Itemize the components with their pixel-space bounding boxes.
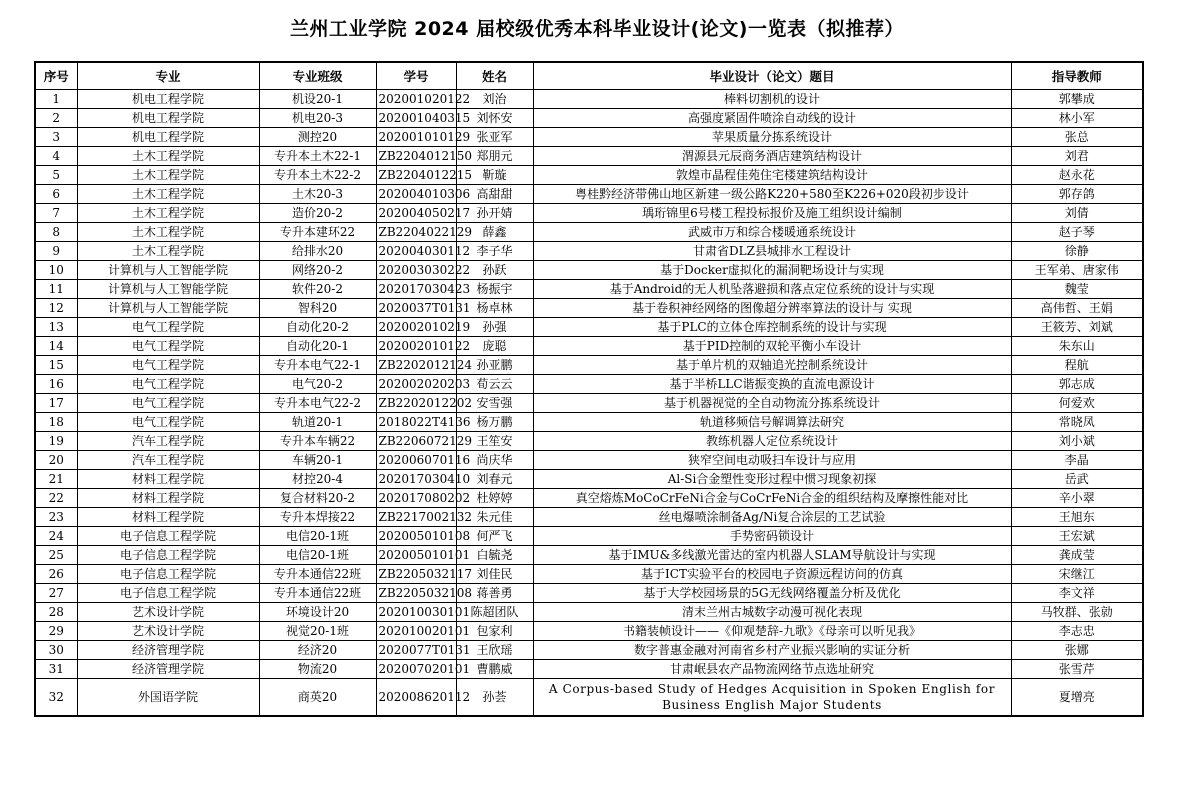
cell-student-id: 202008620112 bbox=[376, 679, 456, 717]
cell-advisor: 林小军 bbox=[1011, 109, 1143, 128]
cell-student-id: 202002010122 bbox=[376, 337, 456, 356]
cell-school: 电气工程学院 bbox=[77, 356, 259, 375]
cell-name: 孙荟 bbox=[456, 679, 533, 717]
cell-topic: 书籍装帧设计——《仰观楚辞-九歌》《母亲可以听见我》 bbox=[533, 622, 1011, 641]
table-row bbox=[35, 394, 1143, 413]
cell-topic: 基于ICT实验平台的校园电子资源远程访问的仿真 bbox=[533, 565, 1011, 584]
cell-name: 李子华 bbox=[456, 242, 533, 261]
cell-topic: 基于PID控制的双轮平衡小车设计 bbox=[533, 337, 1011, 356]
table-row bbox=[35, 242, 1143, 261]
cell-class: 商英20 bbox=[259, 679, 376, 717]
cell-advisor: 徐静 bbox=[1011, 242, 1143, 261]
cell-index: 18 bbox=[35, 413, 77, 432]
cell-index: 1 bbox=[35, 90, 77, 109]
table-row bbox=[35, 109, 1143, 128]
cell-index: 17 bbox=[35, 394, 77, 413]
cell-class: 专升本土木22-2 bbox=[259, 166, 376, 185]
cell-class: 自动化20-2 bbox=[259, 318, 376, 337]
cell-student-id: 202005010101 bbox=[376, 546, 456, 565]
cell-advisor: 赵子琴 bbox=[1011, 223, 1143, 242]
cell-school: 土木工程学院 bbox=[77, 166, 259, 185]
cell-advisor: 李文祥 bbox=[1011, 584, 1143, 603]
cell-student-id: 202002010219 bbox=[376, 318, 456, 337]
cell-student-id: ZB2205032108 bbox=[376, 584, 456, 603]
cell-school: 汽车工程学院 bbox=[77, 451, 259, 470]
cell-topic: 真空熔炼MoCoCrFeNi合金与CoCrFeNi合金的组织结构及摩擦性能对比 bbox=[533, 489, 1011, 508]
cell-class: 专升本电气22-1 bbox=[259, 356, 376, 375]
cell-index: 11 bbox=[35, 280, 77, 299]
cell-name: 尚庆华 bbox=[456, 451, 533, 470]
cell-student-id: 202003030222 bbox=[376, 261, 456, 280]
cell-student-id: 202010020101 bbox=[376, 622, 456, 641]
cell-school: 电子信息工程学院 bbox=[77, 546, 259, 565]
table-row bbox=[35, 356, 1143, 375]
cell-student-id: 202001010129 bbox=[376, 128, 456, 147]
cell-name: 刘春元 bbox=[456, 470, 533, 489]
cell-advisor: 郭攀成 bbox=[1011, 90, 1143, 109]
cell-index: 7 bbox=[35, 204, 77, 223]
cell-topic: 丝电爆喷涂制备Ag/Ni复合涂层的工艺试验 bbox=[533, 508, 1011, 527]
cell-school: 电子信息工程学院 bbox=[77, 527, 259, 546]
cell-name: 孙强 bbox=[456, 318, 533, 337]
cell-class: 智科20 bbox=[259, 299, 376, 318]
cell-advisor: 龚成莹 bbox=[1011, 546, 1143, 565]
cell-topic: 基于半桥LLC谐振变换的直流电源设计 bbox=[533, 375, 1011, 394]
cell-student-id: 202007020101 bbox=[376, 660, 456, 679]
cell-index: 20 bbox=[35, 451, 77, 470]
cell-class: 视觉20-1班 bbox=[259, 622, 376, 641]
cell-student-id: 202004050217 bbox=[376, 204, 456, 223]
cell-topic: 高强度紧固件喷涂自动线的设计 bbox=[533, 109, 1011, 128]
cell-advisor: 张娜 bbox=[1011, 641, 1143, 660]
cell-name: 蒋善勇 bbox=[456, 584, 533, 603]
cell-school: 经济管理学院 bbox=[77, 660, 259, 679]
cell-class: 专升本建环22 bbox=[259, 223, 376, 242]
cell-name: 白毓尧 bbox=[456, 546, 533, 565]
cell-topic: 教练机器人定位系统设计 bbox=[533, 432, 1011, 451]
cell-index: 31 bbox=[35, 660, 77, 679]
cell-student-id: ZB2217002132 bbox=[376, 508, 456, 527]
cell-student-id: ZB2206072129 bbox=[376, 432, 456, 451]
cell-class: 环境设计20 bbox=[259, 603, 376, 622]
cell-student-id: 2018022T4136 bbox=[376, 413, 456, 432]
cell-advisor: 夏增亮 bbox=[1011, 679, 1143, 717]
table-row bbox=[35, 223, 1143, 242]
cell-name: 杨万鹏 bbox=[456, 413, 533, 432]
cell-topic: Al-Si合金塑性变形过程中惯习现象初探 bbox=[533, 470, 1011, 489]
cell-student-id: 2020037T0131 bbox=[376, 299, 456, 318]
cell-topic: 轨道移频信号解调算法研究 bbox=[533, 413, 1011, 432]
cell-advisor: 何爱欢 bbox=[1011, 394, 1143, 413]
cell-class: 自动化20-1 bbox=[259, 337, 376, 356]
cell-class: 网络20-2 bbox=[259, 261, 376, 280]
table-row bbox=[35, 432, 1143, 451]
cell-topic: 棒料切割机的设计 bbox=[533, 90, 1011, 109]
cell-index: 6 bbox=[35, 185, 77, 204]
cell-student-id: 202017030410 bbox=[376, 470, 456, 489]
cell-index: 13 bbox=[35, 318, 77, 337]
table-row bbox=[35, 584, 1143, 603]
cell-name: 杨振宇 bbox=[456, 280, 533, 299]
table-row bbox=[35, 204, 1143, 223]
table-row bbox=[35, 622, 1143, 641]
table-row bbox=[35, 128, 1143, 147]
cell-school: 电子信息工程学院 bbox=[77, 565, 259, 584]
cell-name: 朱元佳 bbox=[456, 508, 533, 527]
cell-student-id: 202017030423 bbox=[376, 280, 456, 299]
cell-class: 材控20-4 bbox=[259, 470, 376, 489]
cell-index: 32 bbox=[35, 679, 77, 717]
cell-student-id: 202001020122 bbox=[376, 90, 456, 109]
header-topic: 毕业设计（论文）题目 bbox=[533, 62, 1011, 90]
cell-school: 材料工程学院 bbox=[77, 489, 259, 508]
cell-student-id: 202001040315 bbox=[376, 109, 456, 128]
cell-class: 土木20-3 bbox=[259, 185, 376, 204]
cell-topic: 手势密码锁设计 bbox=[533, 527, 1011, 546]
cell-topic: 渭源县元辰商务酒店建筑结构设计 bbox=[533, 147, 1011, 166]
cell-index: 14 bbox=[35, 337, 77, 356]
cell-advisor: 赵永花 bbox=[1011, 166, 1143, 185]
cell-index: 5 bbox=[35, 166, 77, 185]
cell-advisor: 王旭东 bbox=[1011, 508, 1143, 527]
table-row bbox=[35, 147, 1143, 166]
cell-advisor: 刘倩 bbox=[1011, 204, 1143, 223]
cell-index: 3 bbox=[35, 128, 77, 147]
cell-class: 造价20-2 bbox=[259, 204, 376, 223]
cell-school: 汽车工程学院 bbox=[77, 432, 259, 451]
cell-class: 专升本通信22班 bbox=[259, 565, 376, 584]
cell-advisor: 王宏斌 bbox=[1011, 527, 1143, 546]
cell-class: 专升本车辆22 bbox=[259, 432, 376, 451]
cell-class: 轨道20-1 bbox=[259, 413, 376, 432]
cell-index: 9 bbox=[35, 242, 77, 261]
cell-name: 高甜甜 bbox=[456, 185, 533, 204]
cell-school: 艺术设计学院 bbox=[77, 603, 259, 622]
cell-name: 刘佳民 bbox=[456, 565, 533, 584]
table-row bbox=[35, 660, 1143, 679]
table-header-row bbox=[35, 62, 1143, 90]
cell-school: 土木工程学院 bbox=[77, 223, 259, 242]
cell-class: 电气20-2 bbox=[259, 375, 376, 394]
cell-name: 刘怀安 bbox=[456, 109, 533, 128]
cell-name: 王笙安 bbox=[456, 432, 533, 451]
recommendation-table bbox=[34, 61, 1144, 717]
cell-class: 复合材料20-2 bbox=[259, 489, 376, 508]
table-row bbox=[35, 318, 1143, 337]
cell-topic: 狭窄空间电动吸扫车设计与应用 bbox=[533, 451, 1011, 470]
cell-class: 车辆20-1 bbox=[259, 451, 376, 470]
cell-school: 电气工程学院 bbox=[77, 394, 259, 413]
cell-topic: 武威市万和综合楼暖通系统设计 bbox=[533, 223, 1011, 242]
table-row bbox=[35, 546, 1143, 565]
cell-index: 21 bbox=[35, 470, 77, 489]
table-body bbox=[35, 90, 1143, 717]
cell-student-id: 2020077T0131 bbox=[376, 641, 456, 660]
cell-school: 机电工程学院 bbox=[77, 128, 259, 147]
cell-topic: 粤桂黔经济带佛山地区新建一级公路K220+580至K226+020段初步设计 bbox=[533, 185, 1011, 204]
cell-advisor: 刘小斌 bbox=[1011, 432, 1143, 451]
cell-topic: 敦煌市晶程佳苑住宅楼建筑结构设计 bbox=[533, 166, 1011, 185]
cell-school: 土木工程学院 bbox=[77, 147, 259, 166]
cell-student-id: 202006070116 bbox=[376, 451, 456, 470]
cell-name: 庞聪 bbox=[456, 337, 533, 356]
cell-advisor: 岳武 bbox=[1011, 470, 1143, 489]
cell-student-id: 202010030101 bbox=[376, 603, 456, 622]
table-row bbox=[35, 679, 1143, 717]
cell-name: 包家利 bbox=[456, 622, 533, 641]
cell-topic: 瑀珩锦里6号楼工程投标报价及施工组织设计编制 bbox=[533, 204, 1011, 223]
table-row bbox=[35, 508, 1143, 527]
cell-name: 王欣瑶 bbox=[456, 641, 533, 660]
cell-student-id: ZB2204012215 bbox=[376, 166, 456, 185]
cell-topic: A Corpus-based Study of Hedges Acquisition in Spoken English for Business English Major Students bbox=[533, 679, 1011, 717]
cell-school: 计算机与人工智能学院 bbox=[77, 261, 259, 280]
table-row bbox=[35, 527, 1143, 546]
cell-advisor: 王军弟、唐家伟 bbox=[1011, 261, 1143, 280]
cell-index: 16 bbox=[35, 375, 77, 394]
cell-student-id: ZB2204022129 bbox=[376, 223, 456, 242]
cell-student-id: 202004030112 bbox=[376, 242, 456, 261]
cell-class: 物流20 bbox=[259, 660, 376, 679]
table-row bbox=[35, 641, 1143, 660]
cell-student-id: 202017080202 bbox=[376, 489, 456, 508]
cell-class: 专升本焊接22 bbox=[259, 508, 376, 527]
cell-student-id: ZB2202012124 bbox=[376, 356, 456, 375]
cell-school: 电子信息工程学院 bbox=[77, 584, 259, 603]
header-index: 序号 bbox=[35, 62, 77, 90]
cell-index: 12 bbox=[35, 299, 77, 318]
cell-name: 刘治 bbox=[456, 90, 533, 109]
cell-name: 孙亚鹏 bbox=[456, 356, 533, 375]
cell-class: 给排水20 bbox=[259, 242, 376, 261]
cell-student-id: ZB2205032117 bbox=[376, 565, 456, 584]
cell-name: 孙跃 bbox=[456, 261, 533, 280]
cell-advisor: 程航 bbox=[1011, 356, 1143, 375]
cell-school: 材料工程学院 bbox=[77, 470, 259, 489]
cell-name: 薛鑫 bbox=[456, 223, 533, 242]
table-row bbox=[35, 299, 1143, 318]
cell-class: 机设20-1 bbox=[259, 90, 376, 109]
header-student-id: 学号 bbox=[376, 62, 456, 90]
cell-name: 陈超团队 bbox=[456, 603, 533, 622]
cell-school: 电气工程学院 bbox=[77, 337, 259, 356]
table-row bbox=[35, 470, 1143, 489]
cell-student-id: 202002020203 bbox=[376, 375, 456, 394]
cell-topic: 基于PLC的立体仓库控制系统的设计与实现 bbox=[533, 318, 1011, 337]
cell-topic: 基于单片机的双轴追光控制系统设计 bbox=[533, 356, 1011, 375]
cell-school: 机电工程学院 bbox=[77, 90, 259, 109]
cell-school: 计算机与人工智能学院 bbox=[77, 299, 259, 318]
cell-advisor: 李志忠 bbox=[1011, 622, 1143, 641]
table-row bbox=[35, 375, 1143, 394]
cell-name: 曹鹏威 bbox=[456, 660, 533, 679]
cell-topic: 基于卷积神经网络的图像超分辨率算法的设计与 实现 bbox=[533, 299, 1011, 318]
cell-topic: 基于大学校园场景的5G无线网络覆盖分析及优化 bbox=[533, 584, 1011, 603]
cell-name: 安雪强 bbox=[456, 394, 533, 413]
cell-class: 机电20-3 bbox=[259, 109, 376, 128]
cell-name: 杜婷婷 bbox=[456, 489, 533, 508]
cell-index: 30 bbox=[35, 641, 77, 660]
cell-index: 25 bbox=[35, 546, 77, 565]
cell-student-id: 202004010306 bbox=[376, 185, 456, 204]
cell-topic: 基于IMU&多线激光雷达的室内机器人SLAM导航设计与实现 bbox=[533, 546, 1011, 565]
cell-name: 荀云云 bbox=[456, 375, 533, 394]
cell-name: 孙开婧 bbox=[456, 204, 533, 223]
cell-topic: 基于Docker虚拟化的漏洞靶场设计与实现 bbox=[533, 261, 1011, 280]
cell-school: 经济管理学院 bbox=[77, 641, 259, 660]
cell-class: 软件20-2 bbox=[259, 280, 376, 299]
cell-index: 27 bbox=[35, 584, 77, 603]
cell-school: 土木工程学院 bbox=[77, 204, 259, 223]
cell-advisor: 郭存鸽 bbox=[1011, 185, 1143, 204]
table-row bbox=[35, 261, 1143, 280]
cell-index: 15 bbox=[35, 356, 77, 375]
cell-topic: 基于Android的无人机坠落避损和落点定位系统的设计与实现 bbox=[533, 280, 1011, 299]
cell-class: 专升本土木22-1 bbox=[259, 147, 376, 166]
table-row bbox=[35, 90, 1143, 109]
cell-advisor: 马牧群、张勍 bbox=[1011, 603, 1143, 622]
table-row bbox=[35, 337, 1143, 356]
cell-topic: 清末兰州古城数字动漫可视化表现 bbox=[533, 603, 1011, 622]
table-row bbox=[35, 185, 1143, 204]
cell-advisor: 朱东山 bbox=[1011, 337, 1143, 356]
cell-school: 机电工程学院 bbox=[77, 109, 259, 128]
cell-name: 何严飞 bbox=[456, 527, 533, 546]
cell-advisor: 高伟哲、王娟 bbox=[1011, 299, 1143, 318]
cell-advisor: 李晶 bbox=[1011, 451, 1143, 470]
header-class: 专业班级 bbox=[259, 62, 376, 90]
cell-index: 2 bbox=[35, 109, 77, 128]
cell-school: 土木工程学院 bbox=[77, 242, 259, 261]
cell-student-id: ZB2202012202 bbox=[376, 394, 456, 413]
cell-school: 土木工程学院 bbox=[77, 185, 259, 204]
cell-index: 23 bbox=[35, 508, 77, 527]
cell-advisor: 宋继江 bbox=[1011, 565, 1143, 584]
cell-advisor: 张总 bbox=[1011, 128, 1143, 147]
header-name: 姓名 bbox=[456, 62, 533, 90]
cell-advisor: 常晓凤 bbox=[1011, 413, 1143, 432]
cell-advisor: 辛小翠 bbox=[1011, 489, 1143, 508]
cell-topic: 苹果质量分拣系统设计 bbox=[533, 128, 1011, 147]
cell-advisor: 王筱芳、刘斌 bbox=[1011, 318, 1143, 337]
cell-advisor: 郭志成 bbox=[1011, 375, 1143, 394]
cell-student-id: ZB2204012150 bbox=[376, 147, 456, 166]
cell-advisor: 刘君 bbox=[1011, 147, 1143, 166]
cell-advisor: 魏莹 bbox=[1011, 280, 1143, 299]
cell-school: 电气工程学院 bbox=[77, 318, 259, 337]
cell-student-id: 202005010108 bbox=[376, 527, 456, 546]
cell-school: 计算机与人工智能学院 bbox=[77, 280, 259, 299]
cell-index: 19 bbox=[35, 432, 77, 451]
cell-school: 电气工程学院 bbox=[77, 413, 259, 432]
cell-advisor: 张雪芹 bbox=[1011, 660, 1143, 679]
cell-index: 24 bbox=[35, 527, 77, 546]
table-row bbox=[35, 413, 1143, 432]
cell-index: 29 bbox=[35, 622, 77, 641]
cell-class: 专升本电气22-2 bbox=[259, 394, 376, 413]
cell-class: 专升本通信22班 bbox=[259, 584, 376, 603]
table-row bbox=[35, 280, 1143, 299]
cell-name: 杨卓林 bbox=[456, 299, 533, 318]
table-row bbox=[35, 166, 1143, 185]
table-row bbox=[35, 603, 1143, 622]
cell-name: 靳璇 bbox=[456, 166, 533, 185]
cell-class: 电信20-1班 bbox=[259, 527, 376, 546]
cell-index: 26 bbox=[35, 565, 77, 584]
page-title: 兰州工业学院 2024 届校级优秀本科毕业设计(论文)一览表（拟推荐） bbox=[290, 18, 904, 40]
cell-index: 8 bbox=[35, 223, 77, 242]
cell-index: 10 bbox=[35, 261, 77, 280]
cell-topic: 数字普惠金融对河南省乡村产业振兴影响的实证分析 bbox=[533, 641, 1011, 660]
cell-name: 郑朋元 bbox=[456, 147, 533, 166]
cell-topic: 甘肃岷县农产品物流网络节点选址研究 bbox=[533, 660, 1011, 679]
header-advisor: 指导教师 bbox=[1011, 62, 1143, 90]
cell-class: 电信20-1班 bbox=[259, 546, 376, 565]
cell-school: 艺术设计学院 bbox=[77, 622, 259, 641]
cell-class: 经济20 bbox=[259, 641, 376, 660]
cell-index: 22 bbox=[35, 489, 77, 508]
cell-topic: 甘肃省DLZ县城排水工程设计 bbox=[533, 242, 1011, 261]
cell-school: 材料工程学院 bbox=[77, 508, 259, 527]
cell-class: 测控20 bbox=[259, 128, 376, 147]
table-row bbox=[35, 489, 1143, 508]
header-school: 专业 bbox=[77, 62, 259, 90]
cell-index: 28 bbox=[35, 603, 77, 622]
cell-school: 电气工程学院 bbox=[77, 375, 259, 394]
cell-name: 张亚军 bbox=[456, 128, 533, 147]
cell-school: 外国语学院 bbox=[77, 679, 259, 717]
table-row bbox=[35, 565, 1143, 584]
cell-index: 4 bbox=[35, 147, 77, 166]
cell-topic: 基于机器视觉的全自动物流分拣系统设计 bbox=[533, 394, 1011, 413]
table-row bbox=[35, 451, 1143, 470]
